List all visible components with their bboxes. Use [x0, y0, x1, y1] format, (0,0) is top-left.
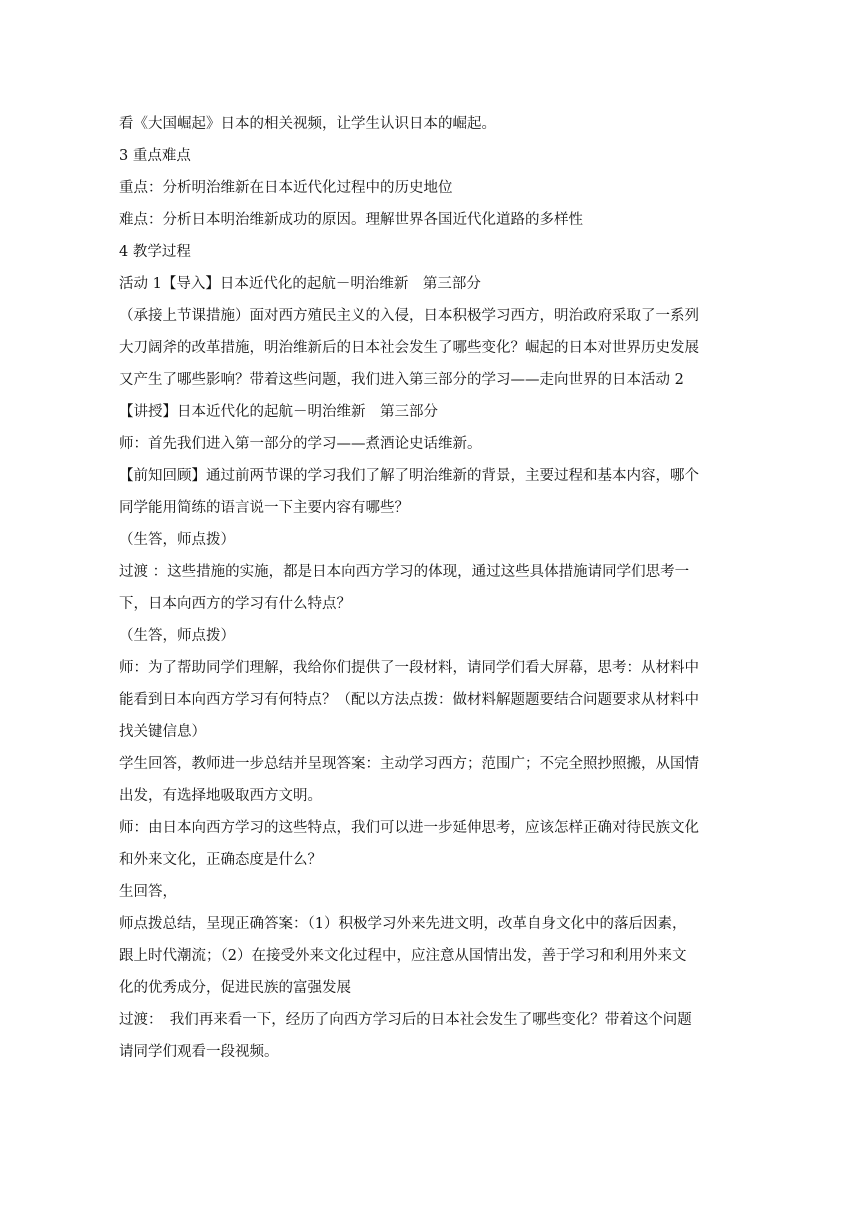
document-body: [119, 108, 741, 1068]
text-line: 师：首先我们进入第一部分的学习——煮酒论史话维新。: [119, 436, 482, 452]
paragraph: [119, 748, 741, 812]
text-line: 找关键信息）: [119, 724, 206, 740]
paragraph: [119, 652, 741, 748]
text-line: 4 教学过程: [119, 244, 191, 260]
text-line: 化的优秀成分，促进民族的富强发展: [119, 980, 351, 996]
document-page: [119, 108, 741, 1068]
text-line: 学生回答，教师进一步总结并呈现答案：主动学习西方；范围广；不完全照抄照搬，从国情: [119, 756, 699, 772]
paragraph: [119, 876, 741, 908]
text-line: 师：为了帮助同学们理解，我给你们提供了一段材料，请同学们看大屏幕，思考：从材料中: [119, 660, 699, 676]
text-line: （生答，师点拨）: [119, 532, 235, 548]
paragraph: [119, 108, 741, 140]
text-line: 同学能用简练的语言说一下主要内容有哪些？: [119, 500, 409, 516]
text-line: 难点：分析日本明治维新成功的原因。理解世界各国近代化道路的多样性: [119, 212, 583, 228]
text-line: 又产生了哪些影响？带着这些问题，我们进入第三部分的学习——走向世界的日本活动 2: [119, 372, 684, 388]
text-line: 出发，有选择地吸取西方文明。: [119, 788, 322, 804]
text-line: 活动 1【导入】日本近代化的起航－明治维新 第三部分: [119, 276, 481, 292]
text-line: 重点：分析明治维新在日本近代化过程中的历史地位: [119, 180, 453, 196]
paragraph: [119, 620, 741, 652]
paragraph: [119, 300, 741, 428]
text-line: 师：由日本向西方学习的这些特点，我们可以进一步延伸思考，应该怎样正确对待民族文化: [119, 820, 699, 836]
text-line: 大刀阔斧的改革措施，明治维新后的日本社会发生了哪些变化？崛起的日本对世界历史发展: [119, 340, 699, 356]
text-line: （生答，师点拨）: [119, 628, 235, 644]
text-line: 能看到日本向西方学习有何特点？（配以方法点拨：做材料解题题要结合问题要求从材料中: [119, 692, 699, 708]
paragraph: [119, 204, 741, 236]
paragraph: [119, 268, 741, 300]
text-line: 过渡 ：这些措施的实施，都是日本向西方学习的体现，通过这些具体措施请同学们思考一: [119, 564, 690, 580]
text-line: 【讲授】日本近代化的起航－明治维新 第三部分: [119, 404, 438, 420]
text-line: 请同学们观看一段视频。: [119, 1044, 279, 1060]
text-line: 看《大国崛起》日本的相关视频，让学生认识日本的崛起。: [119, 116, 496, 132]
paragraph: [119, 908, 741, 1004]
text-line: （承接上节课措施）面对西方殖民主义的入侵，日本积极学习西方，明治政府采取了一系列: [119, 308, 699, 324]
paragraph: [119, 524, 741, 556]
paragraph: [119, 556, 741, 620]
text-line: 跟上时代潮流；（2）在接受外来文化过程中，应注意从国情出发，善于学习和利用外来文: [119, 948, 687, 964]
text-line: 和外来文化，正确态度是什么？: [119, 852, 322, 868]
paragraph: [119, 428, 741, 460]
paragraph: [119, 460, 741, 524]
text-line: 下，日本向西方的学习有什么特点？: [119, 596, 351, 612]
paragraph: [119, 236, 741, 268]
text-line: 生回答，: [119, 884, 177, 900]
paragraph: [119, 1004, 741, 1068]
paragraph: [119, 140, 741, 172]
text-line: 师点拨总结，呈现正确答案：（1）积极学习外来先进文明，改革自身文化中的落后因素，: [119, 916, 687, 932]
paragraph: [119, 812, 741, 876]
text-line: 3 重点难点: [119, 148, 191, 164]
text-line: 过渡： 我们再来看一下，经历了向西方学习后的日本社会发生了哪些变化？带着这个问题: [119, 1012, 692, 1028]
paragraph: [119, 172, 741, 204]
text-line: 【前知回顾】通过前两节课的学习我们了解了明治维新的背景，主要过程和基本内容，哪个: [119, 468, 699, 484]
